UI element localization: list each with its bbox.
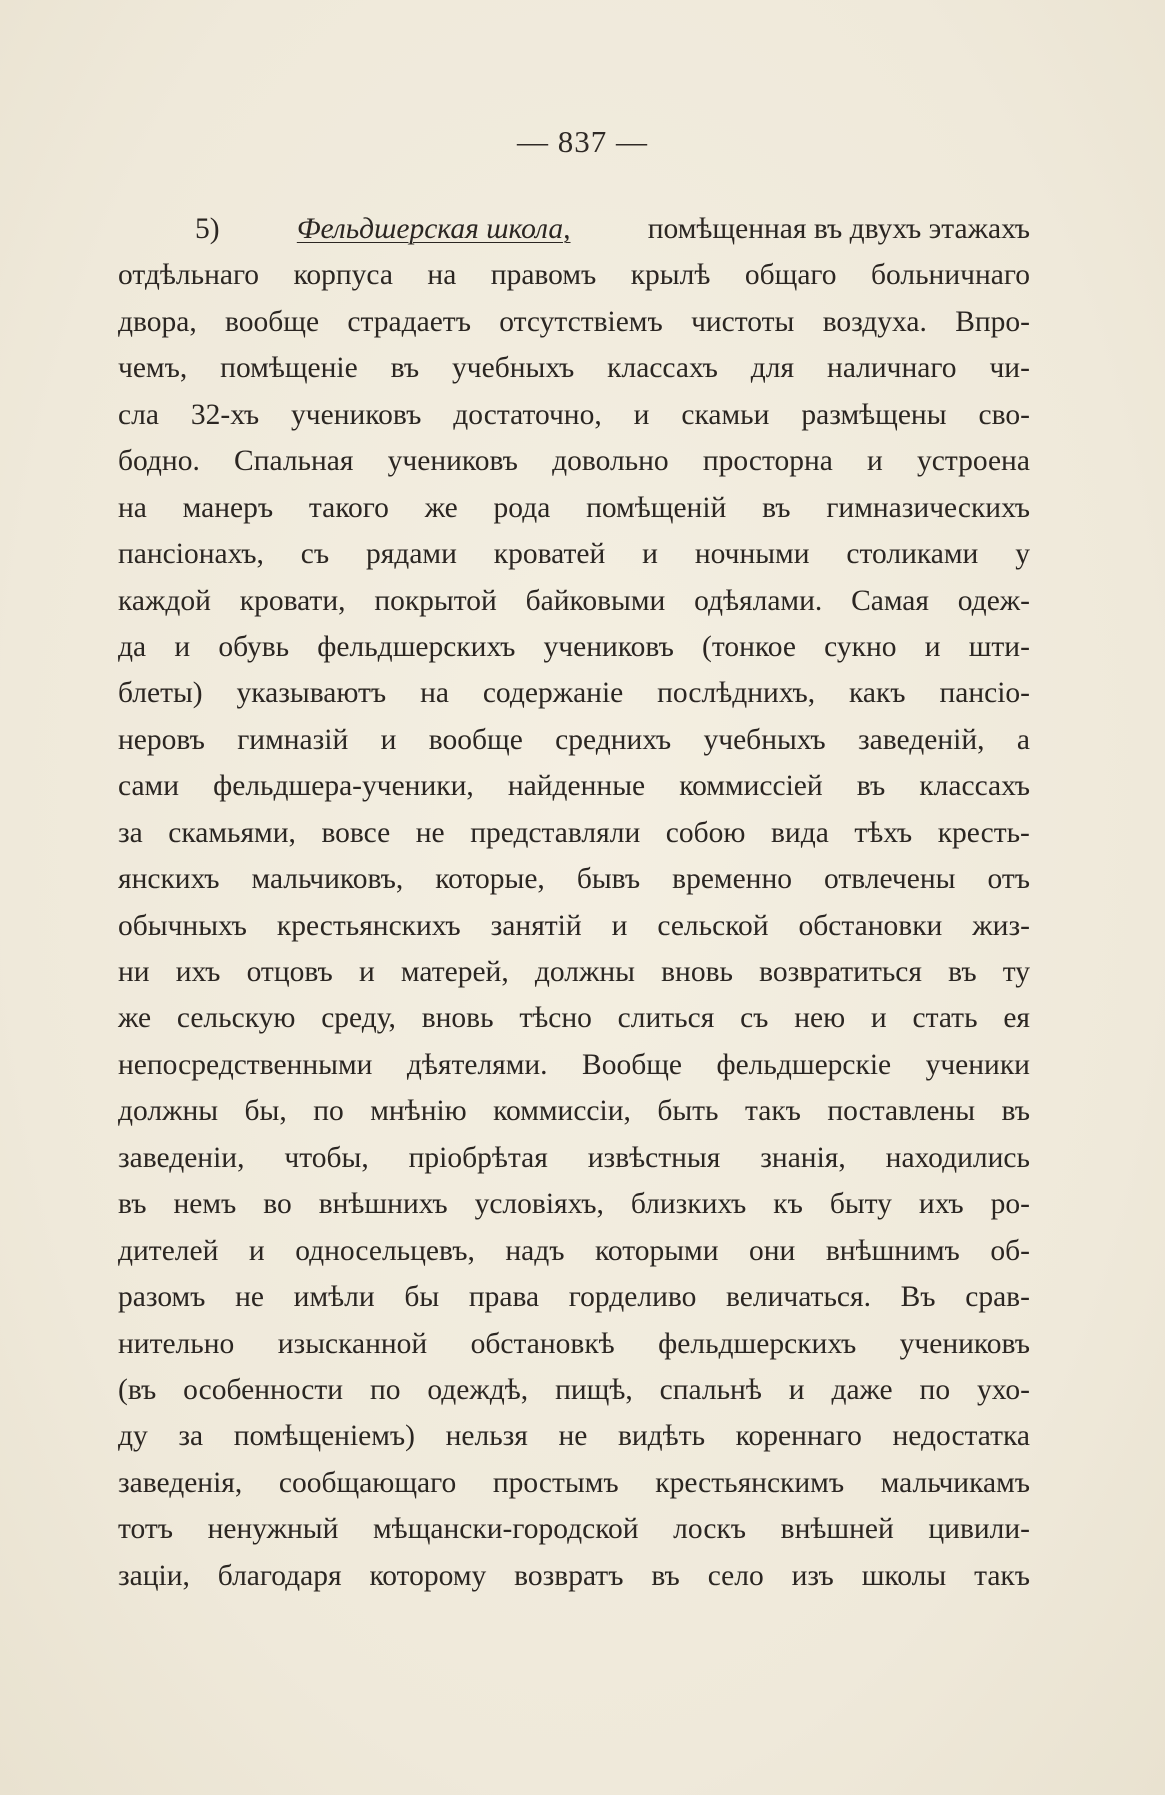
word: просторна bbox=[702, 445, 833, 478]
word: мнѣнію bbox=[370, 1095, 467, 1128]
body-text bbox=[118, 206, 1030, 1599]
word: мальчикамъ bbox=[880, 1466, 1030, 1499]
word: извѣстныя bbox=[587, 1141, 721, 1174]
word: янскихъ bbox=[118, 863, 220, 896]
word: и bbox=[248, 1234, 265, 1267]
word: въ bbox=[762, 491, 791, 524]
word: внѣшнихъ bbox=[318, 1188, 448, 1221]
text-line bbox=[118, 438, 1030, 484]
word: величаться. bbox=[726, 1281, 871, 1314]
text-line bbox=[118, 1460, 1030, 1506]
word: благодаря bbox=[217, 1559, 342, 1592]
word: которые, bbox=[435, 863, 545, 896]
word: воздуха. bbox=[822, 305, 927, 338]
word: ихъ bbox=[175, 956, 221, 988]
word: рода bbox=[493, 491, 551, 524]
word: должны bbox=[118, 1095, 219, 1128]
word: Въ bbox=[900, 1281, 936, 1314]
word: да bbox=[118, 630, 147, 663]
word: одѣялами. bbox=[694, 584, 823, 617]
word: и bbox=[870, 1002, 887, 1035]
word: ненужный bbox=[207, 1513, 339, 1546]
word: ду bbox=[118, 1420, 148, 1453]
word: чемъ, bbox=[118, 352, 188, 385]
word: Самая bbox=[851, 584, 929, 617]
word: гимназическихъ bbox=[826, 491, 1030, 524]
word: Спальная bbox=[234, 445, 354, 478]
word: бывъ bbox=[576, 863, 641, 896]
word: по bbox=[919, 1373, 951, 1406]
word: горделиво bbox=[568, 1281, 697, 1314]
word: и bbox=[380, 723, 397, 756]
word: достаточно, bbox=[453, 398, 602, 431]
word: знанія, bbox=[760, 1141, 846, 1174]
text-line bbox=[118, 624, 1030, 670]
word: въ bbox=[1001, 1095, 1030, 1128]
word: учениковъ bbox=[899, 1327, 1030, 1360]
word: представляли bbox=[470, 816, 641, 849]
word: жиз- bbox=[972, 909, 1030, 942]
word: кровати, bbox=[239, 584, 346, 617]
word: (тонкое bbox=[702, 630, 796, 663]
word: нею bbox=[794, 1002, 846, 1035]
word: фельдшера-ученики, bbox=[213, 770, 474, 803]
word: классахъ bbox=[607, 352, 718, 385]
word: ученики bbox=[925, 1048, 1030, 1081]
word: отвлечены bbox=[824, 863, 956, 896]
word: неровъ bbox=[118, 723, 205, 756]
word: тѣхъ bbox=[854, 816, 913, 849]
text-line bbox=[118, 1135, 1030, 1181]
word: въ bbox=[390, 352, 420, 385]
text-line bbox=[118, 810, 1030, 856]
word: кроватей bbox=[493, 538, 606, 571]
word: немъ bbox=[173, 1188, 237, 1221]
word: такъ bbox=[744, 1095, 801, 1128]
word: заведенія, bbox=[118, 1466, 243, 1499]
word: вовсе bbox=[321, 816, 391, 849]
word: скамьями, bbox=[168, 816, 296, 849]
text-line bbox=[118, 485, 1030, 531]
word: среду, bbox=[321, 1002, 396, 1035]
word: сукно bbox=[824, 630, 897, 663]
page-number: — 837 — bbox=[517, 124, 648, 159]
word: учебныхъ bbox=[703, 723, 826, 756]
word: школы bbox=[861, 1559, 947, 1592]
word: въ bbox=[948, 956, 977, 988]
word: вида bbox=[770, 816, 829, 849]
word: внѣшнимъ bbox=[825, 1234, 960, 1267]
word: учениковъ bbox=[291, 398, 422, 431]
text-line bbox=[118, 1321, 1030, 1367]
word: бодно. bbox=[118, 445, 200, 478]
word: обстановки bbox=[798, 909, 943, 942]
word: классахъ bbox=[919, 770, 1030, 803]
word: по bbox=[369, 1373, 401, 1406]
word: гимназій bbox=[237, 723, 349, 756]
word: за bbox=[178, 1420, 204, 1453]
word: учениковъ bbox=[387, 445, 518, 478]
word: крылѣ bbox=[630, 259, 711, 292]
word: блеты) bbox=[118, 677, 203, 710]
word: среднихъ bbox=[555, 723, 672, 756]
word: ихъ bbox=[918, 1188, 964, 1221]
word: ночными bbox=[694, 538, 810, 571]
word: сообщающаго bbox=[278, 1466, 457, 1499]
word: особенности bbox=[183, 1373, 344, 1406]
word: пріобрѣтая bbox=[408, 1141, 548, 1174]
word: по bbox=[313, 1095, 344, 1128]
word: съ bbox=[740, 1002, 769, 1035]
word: сво- bbox=[978, 398, 1030, 431]
text-line bbox=[118, 1274, 1030, 1320]
word: вновь bbox=[661, 956, 733, 988]
word: нительно bbox=[118, 1327, 235, 1360]
word: такъ bbox=[974, 1559, 1030, 1592]
text-line bbox=[118, 299, 1030, 345]
word: одеж- bbox=[957, 584, 1030, 617]
word: правомъ bbox=[490, 259, 597, 292]
word: крестьянскимъ bbox=[655, 1466, 845, 1499]
word: матерей, bbox=[400, 956, 509, 988]
word: къ bbox=[773, 1188, 803, 1221]
word: изысканной bbox=[277, 1327, 428, 1360]
word: находились bbox=[885, 1141, 1030, 1174]
word: слиться bbox=[617, 1002, 715, 1035]
text-line bbox=[118, 1042, 1030, 1088]
word: въ bbox=[856, 770, 886, 803]
word: и bbox=[788, 1373, 805, 1406]
word: манеръ bbox=[182, 491, 274, 524]
text-line bbox=[118, 1413, 1030, 1459]
text-line bbox=[118, 856, 1030, 902]
word: должны bbox=[534, 956, 635, 988]
word: изъ bbox=[791, 1559, 834, 1592]
word: во bbox=[263, 1188, 292, 1221]
text-line bbox=[118, 578, 1030, 624]
word: пансіо- bbox=[939, 677, 1030, 710]
word: довольно bbox=[552, 445, 669, 478]
word: указываютъ bbox=[236, 677, 387, 710]
word: ухо- bbox=[976, 1373, 1030, 1406]
text-line bbox=[118, 531, 1030, 577]
word: коммиссіи, bbox=[493, 1095, 631, 1128]
word: помѣщеній bbox=[586, 491, 727, 524]
word: пансіонахъ, bbox=[118, 538, 264, 571]
word: ту bbox=[1002, 956, 1030, 988]
text-line bbox=[118, 717, 1030, 763]
word: видѣть bbox=[617, 1420, 706, 1453]
word: отдѣльнаго bbox=[118, 259, 260, 292]
word: цивили- bbox=[928, 1513, 1030, 1546]
word: и bbox=[867, 445, 883, 478]
word: фельдшерскихъ bbox=[317, 630, 516, 663]
word: коммиссіей bbox=[679, 770, 823, 803]
word: (въ bbox=[118, 1373, 157, 1406]
word: же bbox=[424, 491, 458, 524]
word: внѣшней bbox=[780, 1513, 894, 1546]
word: село bbox=[707, 1559, 764, 1592]
word: рядами bbox=[365, 538, 457, 571]
word: а bbox=[1016, 723, 1030, 756]
text-line bbox=[118, 995, 1030, 1041]
word: помѣщеніе bbox=[220, 352, 358, 385]
word: и bbox=[358, 956, 375, 988]
word: спальнѣ bbox=[659, 1373, 762, 1406]
text-line bbox=[118, 670, 1030, 716]
word: ея bbox=[1003, 1002, 1030, 1035]
word: они bbox=[749, 1234, 796, 1267]
word: которому bbox=[369, 1559, 487, 1592]
text-line bbox=[118, 763, 1030, 809]
word: фельдшерскихъ bbox=[658, 1327, 857, 1360]
word: тотъ bbox=[118, 1513, 174, 1546]
word: ро- bbox=[990, 1188, 1030, 1221]
word: 32-хъ bbox=[190, 398, 260, 431]
word: временно bbox=[672, 863, 792, 896]
word: учениковъ bbox=[543, 630, 674, 663]
word: условіяхъ, bbox=[474, 1188, 604, 1221]
word: вообще bbox=[428, 723, 523, 756]
word: нельзя bbox=[445, 1420, 528, 1453]
word: Впро- bbox=[955, 305, 1030, 338]
word: права bbox=[468, 1281, 540, 1314]
word: об- bbox=[990, 1234, 1030, 1267]
word: и bbox=[642, 538, 658, 571]
word: на bbox=[427, 259, 457, 292]
word: мѣщански-городской bbox=[373, 1513, 639, 1546]
word: отъ bbox=[987, 863, 1030, 896]
word: дителей bbox=[118, 1234, 219, 1267]
word: вообще bbox=[225, 305, 320, 338]
word: лоскъ bbox=[673, 1513, 747, 1546]
word: надъ bbox=[505, 1234, 565, 1267]
word: какъ bbox=[848, 677, 906, 710]
item-number: 5) bbox=[195, 213, 220, 245]
word: сла bbox=[118, 398, 159, 431]
text-line bbox=[118, 1228, 1030, 1274]
word: одеждѣ, bbox=[427, 1373, 529, 1406]
word: чтобы, bbox=[284, 1141, 369, 1174]
word: содержаніе bbox=[482, 677, 624, 710]
word: имѣли bbox=[293, 1281, 375, 1314]
text-line bbox=[118, 903, 1030, 949]
word: и bbox=[924, 630, 941, 663]
word: разомъ bbox=[118, 1281, 206, 1314]
word: кресть- bbox=[937, 816, 1030, 849]
word: бы, bbox=[244, 1095, 287, 1128]
word: быть bbox=[657, 1095, 719, 1128]
word: и bbox=[633, 398, 650, 431]
word: шти- bbox=[968, 630, 1030, 663]
text-line bbox=[118, 949, 1030, 995]
first-line-rest: помѣщенная въ двухъ этажахъ bbox=[647, 213, 1030, 245]
word: помѣщеніемъ) bbox=[233, 1420, 415, 1453]
word: поставлены bbox=[827, 1095, 976, 1128]
word: на bbox=[420, 677, 449, 710]
word: односельцевъ, bbox=[295, 1234, 475, 1267]
word: мальчиковъ, bbox=[251, 863, 404, 896]
text-lines bbox=[118, 252, 1030, 1599]
text-line bbox=[118, 1367, 1030, 1413]
word: наличнаго bbox=[827, 352, 957, 385]
word: на bbox=[118, 491, 147, 524]
word: тѣсно bbox=[519, 1002, 592, 1035]
word: такого bbox=[308, 491, 389, 524]
word: и bbox=[611, 909, 628, 942]
word: непосредственными bbox=[118, 1048, 373, 1081]
word: больничнаго bbox=[871, 259, 1030, 292]
word: чи- bbox=[989, 352, 1030, 385]
word: размѣщены bbox=[801, 398, 947, 431]
word: послѣднихъ, bbox=[657, 677, 816, 710]
word: за bbox=[118, 816, 143, 849]
word: не bbox=[558, 1420, 588, 1453]
word: кореннаго bbox=[735, 1420, 862, 1453]
paragraph-first-line bbox=[118, 206, 1030, 252]
word: и bbox=[174, 630, 191, 663]
word: срав- bbox=[965, 1281, 1030, 1314]
word: которыми bbox=[595, 1234, 719, 1267]
text-line bbox=[118, 345, 1030, 391]
word: найденные bbox=[507, 770, 646, 803]
text-line bbox=[118, 252, 1030, 298]
word: покрытой bbox=[374, 584, 497, 617]
word: же bbox=[118, 1002, 152, 1035]
word: байковыми bbox=[525, 584, 666, 617]
text-line bbox=[118, 392, 1030, 438]
text-line bbox=[118, 1506, 1030, 1552]
word: стать bbox=[912, 1002, 978, 1035]
word: не bbox=[415, 816, 445, 849]
word: въ bbox=[118, 1188, 147, 1221]
word: Вообще bbox=[582, 1048, 683, 1081]
word: собою bbox=[665, 816, 746, 849]
word: отсутствіемъ bbox=[499, 305, 663, 338]
word: быту bbox=[829, 1188, 892, 1221]
word: пищѣ, bbox=[555, 1373, 633, 1406]
word: обувь bbox=[218, 630, 290, 663]
text-line bbox=[118, 1088, 1030, 1134]
word: съ bbox=[300, 538, 330, 571]
word: недостатка bbox=[892, 1420, 1030, 1453]
word: обычныхъ bbox=[118, 909, 247, 942]
word: чистоты bbox=[691, 305, 795, 338]
word: заведеній, bbox=[858, 723, 985, 756]
word: возвратъ bbox=[514, 1559, 624, 1592]
word: страдаетъ bbox=[347, 305, 471, 338]
word: заціи, bbox=[118, 1559, 190, 1592]
word: общаго bbox=[744, 259, 837, 292]
word: устроена bbox=[916, 445, 1030, 478]
word: отцовъ bbox=[246, 956, 333, 988]
word: столиками bbox=[846, 538, 979, 571]
text-line bbox=[118, 1553, 1030, 1599]
word: двора, bbox=[118, 305, 197, 338]
section-title: Фельдшерская школа, bbox=[296, 213, 571, 245]
word: крестьянскихъ bbox=[276, 909, 461, 942]
word: сами bbox=[118, 770, 180, 803]
word: сельской bbox=[657, 909, 769, 942]
word: учебныхъ bbox=[452, 352, 575, 385]
word: дѣятелями. bbox=[406, 1048, 548, 1081]
word: ни bbox=[118, 956, 150, 988]
word: въ bbox=[651, 1559, 680, 1592]
word: вновь bbox=[421, 1002, 494, 1035]
word: скамьи bbox=[681, 398, 770, 431]
word: у bbox=[1015, 538, 1030, 571]
word: сельскую bbox=[176, 1002, 296, 1035]
word: простымъ bbox=[492, 1466, 619, 1499]
word: фельдшерскіе bbox=[716, 1048, 892, 1081]
word: даже bbox=[831, 1373, 893, 1406]
word: возвратиться bbox=[759, 956, 922, 988]
word: обстановкѣ bbox=[470, 1327, 615, 1360]
word: корпуса bbox=[293, 259, 393, 292]
word: для bbox=[750, 352, 795, 385]
word: бы bbox=[404, 1281, 440, 1314]
word: заведеніи, bbox=[118, 1141, 245, 1174]
word: не bbox=[235, 1281, 264, 1314]
text-line bbox=[118, 1181, 1030, 1227]
word: близкихъ bbox=[630, 1188, 747, 1221]
word: каждой bbox=[118, 584, 211, 617]
word: занятій bbox=[490, 909, 582, 942]
